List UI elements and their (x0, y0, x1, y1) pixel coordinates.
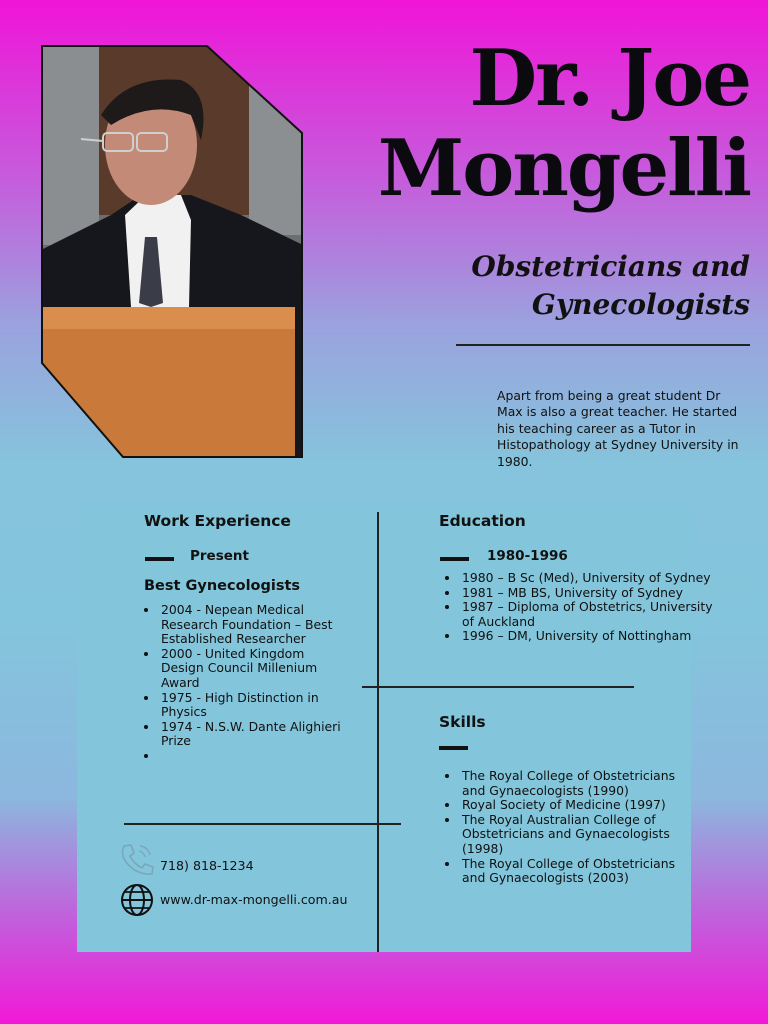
page-title (378, 34, 750, 214)
list-item: • The Royal College of Obstetricians and Gynaecologists (2003) (460, 857, 700, 886)
skills-dash (439, 746, 468, 750)
education-period-dash (440, 557, 469, 561)
education-list (444, 571, 720, 644)
job-title-line-1: Obstetricians and (471, 250, 750, 283)
list-item: • Royal Society of Medicine (1997) (460, 798, 700, 813)
globe-icon (120, 883, 154, 921)
list-item (159, 749, 345, 764)
name-line-2: Mongelli (377, 123, 750, 214)
list-item: • 2004 - Nepean Medical Research Foundation – Best Established Researcher (159, 603, 345, 647)
education-skills-divider (362, 686, 634, 688)
phone-number: 718) 818-1234 (160, 858, 254, 873)
column-divider (377, 512, 379, 952)
work-company: Best Gynecologists (144, 578, 301, 594)
list-item: • 1987 – Diploma of Obstetrics, University of Auckland (460, 600, 720, 629)
work-period: Present (190, 548, 249, 564)
list-item: • 1974 - N.S.W. Dante Alighieri Prize (159, 720, 345, 749)
work-list (143, 603, 345, 764)
portrait-photo (41, 45, 303, 458)
work-experience-heading: Work Experience (144, 512, 291, 530)
skills-list (444, 769, 700, 886)
header-divider (456, 344, 750, 346)
list-item: • 1975 - High Distinction in Physics (159, 691, 345, 720)
website-link[interactable]: www.dr-max-mongelli.com.au (160, 892, 348, 907)
intro-paragraph: Apart from being a great student Dr Max is also a great teacher. He started his teaching career as a Tutor in Histopathology at Sydney University in 1980. (497, 388, 739, 469)
work-period-dash (145, 557, 174, 561)
education-period: 1980-1996 (487, 548, 568, 564)
list-item: • 1981 – MB BS, University of Sydney (460, 586, 720, 601)
list-item: • The Royal Australian College of Obstetricians and Gynaecologists (1998) (460, 813, 700, 857)
phone-icon (118, 842, 156, 880)
list-item: • 1996 – DM, University of Nottingham (460, 629, 720, 644)
work-contact-divider (124, 823, 401, 825)
job-title-line-2: Gynecologists (531, 288, 750, 321)
education-heading: Education (439, 512, 526, 530)
list-item: • 2000 - United Kingdom Design Council Millenium Award (159, 647, 345, 691)
list-item: • The Royal College of Obstetricians and Gynaecologists (1990) (460, 769, 700, 798)
job-title (471, 248, 750, 324)
skills-heading: Skills (439, 713, 486, 731)
name-line-1: Dr. Joe (469, 33, 750, 124)
list-item: • 1980 – B Sc (Med), University of Sydney (460, 571, 720, 586)
